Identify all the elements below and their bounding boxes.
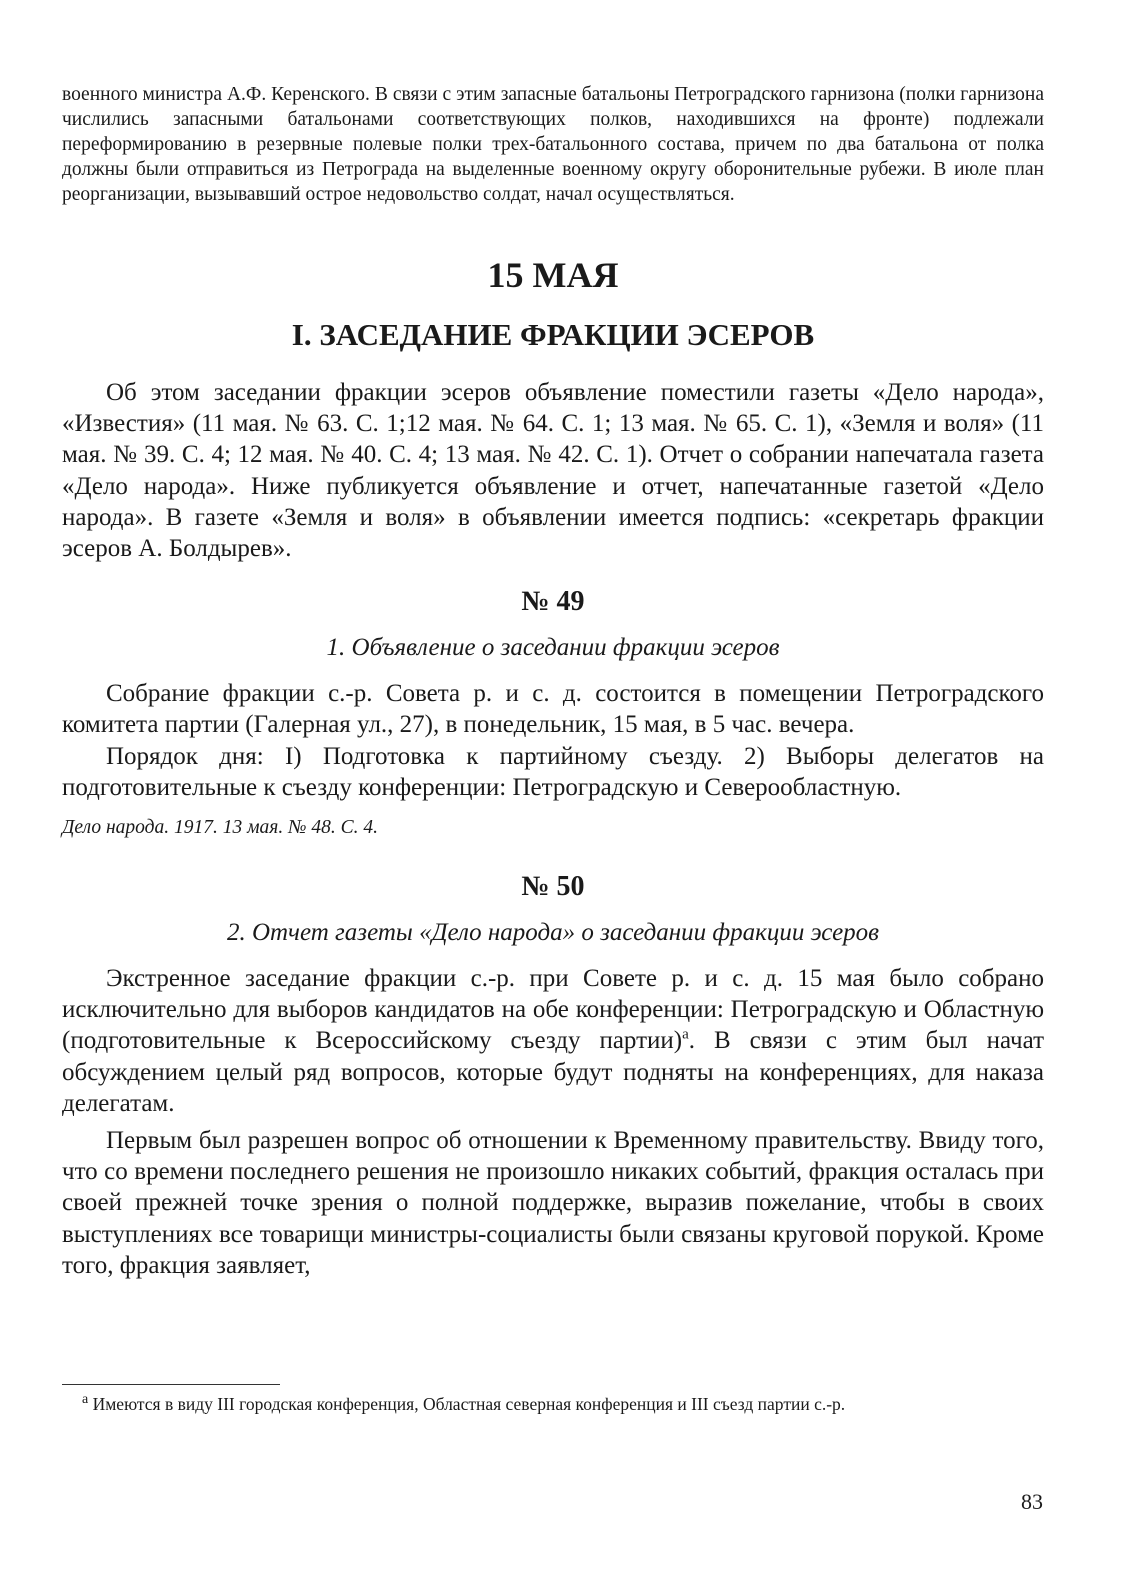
footnote (62, 1392, 1042, 1416)
intro-block (62, 82, 1044, 207)
footnote-reference-mark: а (682, 1027, 689, 1044)
doc50-paragraph-1 (62, 963, 1044, 1119)
doc50-paragraph-1-continuation: . В связи с этим был начат обсуждением целый ряд вопросов, которые будут подняты на конференциях, для наказа делегатам. (62, 1027, 1044, 1117)
document-number-49: № 49 (521, 586, 585, 618)
footnote-text: Имеются в виду III городская конференция, Областная северная конференция и III съезд партии с.-р. (88, 1394, 846, 1414)
page-body (62, 82, 1044, 1281)
doc49-paragraph-2: Порядок дня: I) Подготовка к партийному съезду. 2) Выборы делегатов на подготовительные к съезду конференции: Петроградскую и Северообластную. (62, 742, 1044, 801)
section-heading: I. ЗАСЕДАНИЕ ФРАКЦИИ ЭСЕРОВ (291, 317, 815, 352)
document-number-50: № 50 (521, 871, 585, 903)
page-number: 83 (1021, 1489, 1043, 1514)
intro-paragraph: военного министра А.Ф. Керенского. В связи с этим запасные батальоны Петроградского гарнизона (полки гарнизона числились запасными батальонами соответствующих полков, находившихся на фронте) подлежали переформированию в резервные полевые полки трех-батальонного состава, причем по два батальона от полка должны были отправиться из Петрограда на выделенные военному округу оборонительные рубежи. В июле план реорганизации, вызывавший острое недовольство солдат, начал осуществляться. (62, 84, 1044, 205)
doc50-paragraph-2: Первым был разрешен вопрос об отношении к Временному правительству. Ввиду того, что со времени последнего решения не произошло никаких событий, фракция осталась при своей прежней точке зрения о полной поддержке, выразив пожелание, чтобы в своих выступлениях все товарищи министры-социалисты были связаны круговой порукой. Кроме того, фракция заявляет, (62, 1127, 1044, 1279)
footnote-divider (62, 1384, 280, 1385)
document-title-49: 1. Объявление о заседании фракции эсеров (326, 634, 780, 662)
doc49-paragraph-1: Собрание фракции с.-р. Совета р. и с. д. состоится в помещении Петроградского комитета партии (Галерная ул., 27), в понедельник, 15 мая, в 5 час. вечера. (62, 680, 1044, 739)
footnote-mark: а (82, 1392, 89, 1408)
section-intro-paragraph: Об этом заседании фракции эсеров объявление поместили газеты «Дело народа», «Известия» (11 мая. № 63. С. 1;12 мая. № 64. С. 1; 13 мая. № 65. С. 1), «Земля и воля» (11 мая. № 39. С. 4; 12 мая. № 40. С. 4; 13 мая. № 42. С. 1). Отчет о собрании напечатала газета «Дело народа». Ниже публикуется объявление и отчет, напечатанные газетой «Дело народа». В газете «Земля и воля» в объявлении имеется подпись: «секретарь фракции эсеров А. Болдырев». (62, 379, 1044, 563)
doc50-paragraph-1-text: Экстренное заседание фракции с.-р. при Совете р. и с. д. 15 мая было собрано исключительно для выборов кандидатов на обе конференции: Петроградскую и Областную (подготовительные к Всероссийскому съезду партии) (62, 965, 1044, 1055)
document-title-50: 2. Отчет газеты «Дело народа» о заседании фракции эсеров (226, 919, 880, 947)
doc49-source-citation: Дело народа. 1917. 13 мая. № 48. С. 4. (62, 817, 378, 839)
date-heading: 15 МАЯ (487, 255, 619, 295)
